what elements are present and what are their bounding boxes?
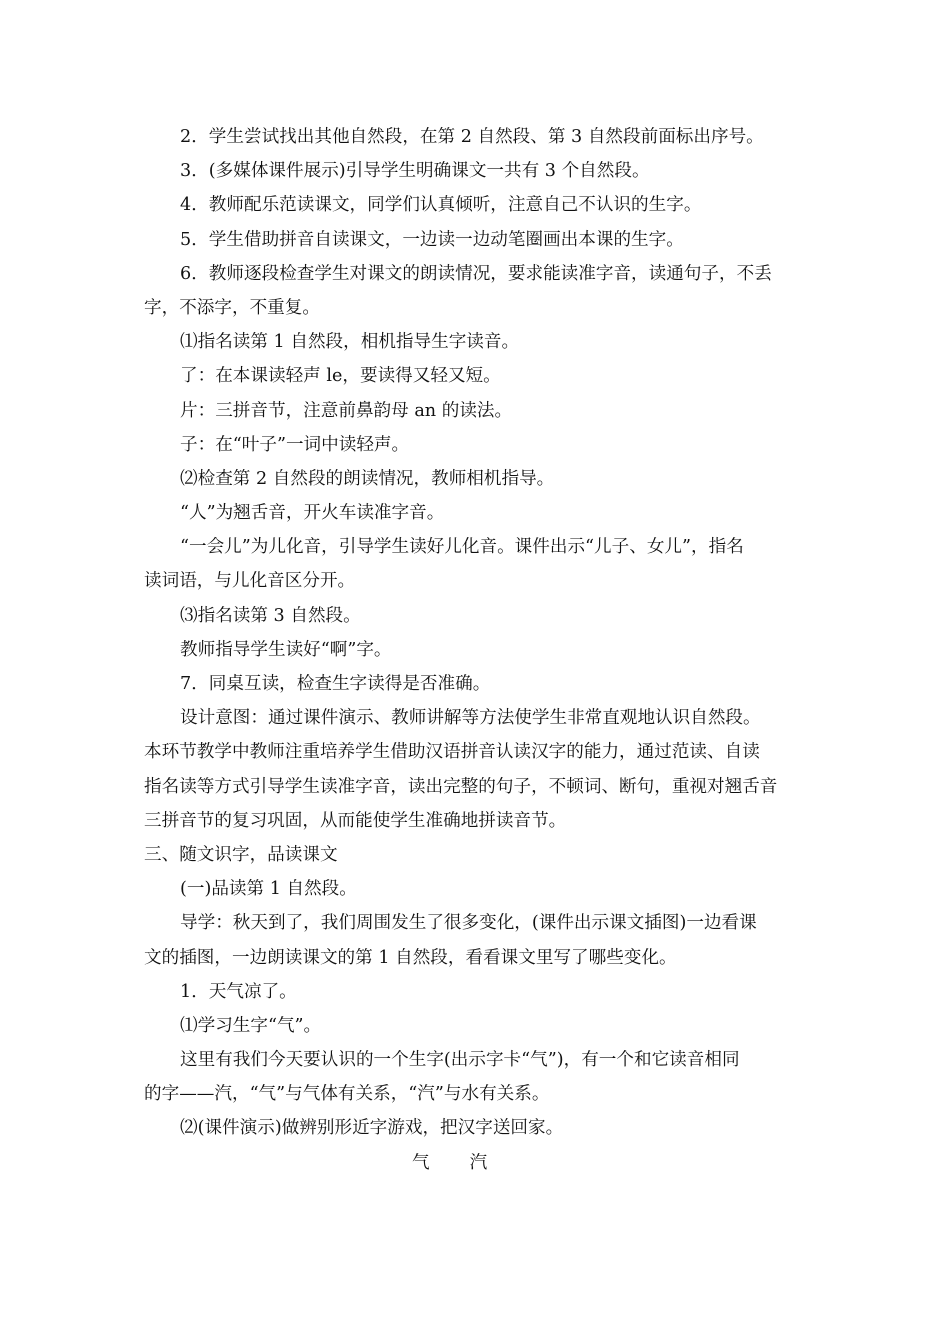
paragraph-line: 指名读等方式引导学生读准字音，读出完整的句子，不顿词、断句，重视对翘舌音 bbox=[144, 776, 778, 797]
paragraph-line: 6．教师逐段检查学生对课文的朗读情况，要求能读准字音，读通句子，不丢 bbox=[180, 263, 772, 284]
paragraph-line: 7．同桌互读，检查生字读得是否准确。 bbox=[180, 674, 491, 694]
character-qi: 气 bbox=[412, 1152, 430, 1173]
paragraph-line: ⑶指名读第 3 自然段。 bbox=[180, 605, 361, 626]
paragraph-line: 读词语，与儿化音区分开。 bbox=[144, 571, 356, 592]
paragraph-line: “一会儿”为儿化音，引导学生读好儿化音。课件出示“儿子、女儿”，指名 bbox=[180, 537, 744, 558]
paragraph-line: ⑵检查第 2 自然段的朗读情况，教师相机指导。 bbox=[180, 468, 555, 489]
paragraph-line: 5．学生借助拼音自读课文，一边读一边动笔圈画出本课的生字。 bbox=[180, 229, 684, 250]
paragraph-line: 教师指导学生读好“啊”字。 bbox=[180, 639, 392, 660]
character-pair-row bbox=[144, 1146, 808, 1180]
paragraph-line: ⑴学习生字“气”。 bbox=[180, 1015, 322, 1036]
paragraph-line: 三拼音节的复习巩固，从而能使学生准确地拼读音节。 bbox=[144, 810, 567, 831]
paragraph-line: 设计意图：通过课件演示、教师讲解等方法使学生非常直观地认识自然段。 bbox=[180, 708, 761, 729]
paragraph-line: 4．教师配乐范读课文，同学们认真倾听，注意自己不认识的生字。 bbox=[180, 195, 702, 216]
character-qi-water: 汽 bbox=[469, 1152, 488, 1173]
paragraph-line: 这里有我们今天要认识的一个生字(出示字卡“气”)，有一个和它读音相同 bbox=[180, 1050, 740, 1071]
section-heading: 三、随文识字，品读课文 bbox=[144, 844, 338, 865]
paragraph-line: ⑵(课件演示)做辨别形近字游戏，把汉字送回家。 bbox=[180, 1118, 564, 1139]
paragraph-line: “人”为翘舌音，开火车读准字音。 bbox=[180, 503, 445, 524]
paragraph-line: 导学：秋天到了，我们周围发生了很多变化，(课件出示课文插图)一边看课 bbox=[180, 913, 757, 934]
paragraph-line: 子：在“叶子”一词中读轻声。 bbox=[180, 434, 410, 455]
paragraph-line: 文的插图，一边朗读课文的第 1 自然段，看看课文里写了哪些变化。 bbox=[144, 947, 677, 968]
paragraph-line: (一)品读第 1 自然段。 bbox=[180, 879, 357, 900]
paragraph-line: 片：三拼音节，注意前鼻韵母 an 的读法。 bbox=[180, 400, 513, 421]
paragraph-line: 3．(多媒体课件展示)引导学生明确课文一共有 3 个自然段。 bbox=[180, 161, 650, 182]
paragraph-line: 字，不添字，不重复。 bbox=[144, 297, 320, 318]
paragraph-line: 2．学生尝试找出其他自然段，在第 2 自然段、第 3 自然段前面标出序号。 bbox=[180, 127, 764, 147]
document-body bbox=[144, 120, 808, 1180]
paragraph-line: 本环节教学中教师注重培养学生借助汉语拼音认读汉字的能力，通过范读、自读 bbox=[144, 742, 760, 763]
paragraph-line: 1．天气凉了。 bbox=[180, 981, 297, 1002]
paragraph-line: 的字——汽，“气”与气体有关系，“汽”与水有关系。 bbox=[144, 1084, 550, 1105]
paragraph-line: ⑴指名读第 1 自然段，相机指导生字读音。 bbox=[180, 332, 520, 353]
paragraph-line: 了：在本课读轻声 le，要读得又轻又短。 bbox=[180, 366, 501, 387]
